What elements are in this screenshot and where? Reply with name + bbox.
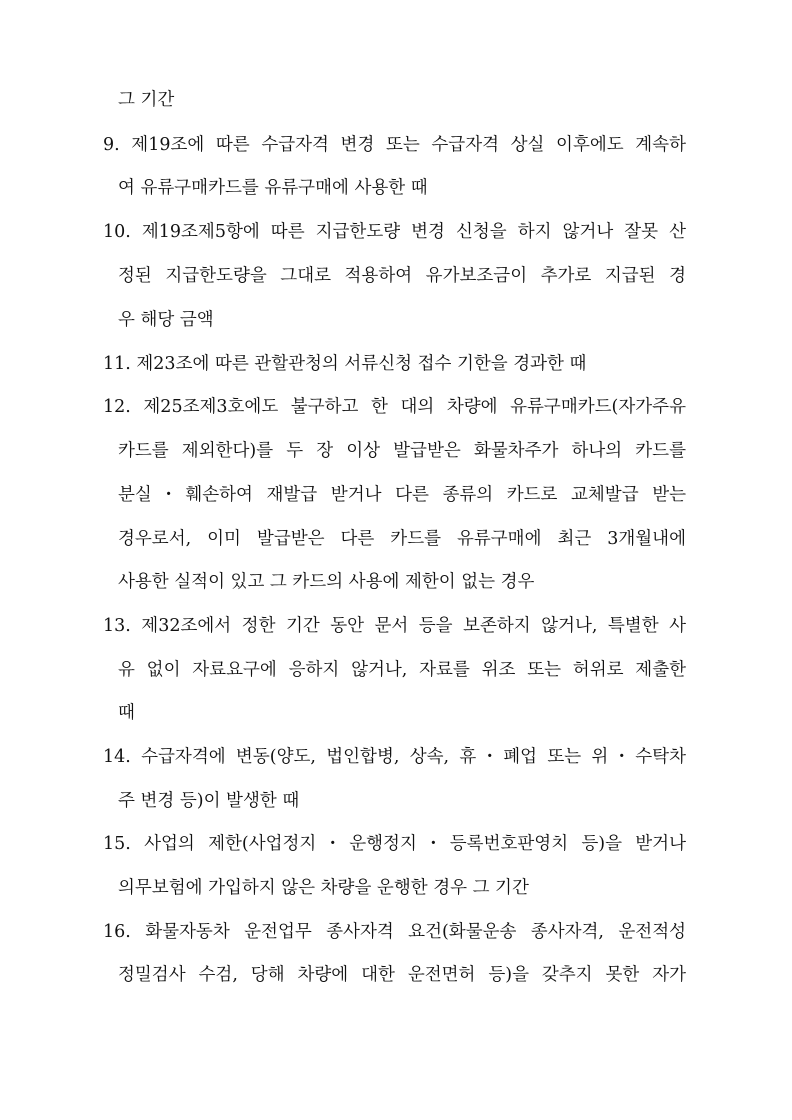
list-item-line: 카드를 제외한다)를 두 장 이상 발급받은 화물차주가 하나의 카드를 [118, 441, 686, 461]
list-item-line: 여 유류구매카드를 유류구매에 사용한 때 [118, 178, 428, 198]
list-item-line: 11. 제23조에 따른 관할관청의 서류신청 접수 기한을 경과한 때 [103, 354, 587, 374]
list-item-line: 경우로서, 이미 발급받은 다른 카드를 유류구매에 최근 3개월내에 [118, 529, 686, 549]
list-item-line: 정밀검사 수검, 당해 차량에 대한 운전면허 등)을 갖추지 못한 자가 [118, 965, 686, 985]
list-item-line: 15. 사업의 제한(사업정지・운행정지・등록번호판영치 등)을 받거나 [103, 834, 686, 854]
list-item-line: 13. 제32조에서 정한 기간 동안 문서 등을 보존하지 않거나, 특별한 사 [103, 616, 686, 636]
list-item-line: 16. 화물자동차 운전업무 종사자격 요건(화물운송 종사자격, 운전적성 [103, 922, 686, 942]
list-item-line: 10. 제19조제5항에 따른 지급한도량 변경 신청을 하지 않거나 잘못 산 [103, 222, 686, 242]
list-item-line: 정된 지급한도량을 그대로 적용하여 유가보조금이 추가로 지급된 경 [118, 266, 686, 286]
list-item-line: 우 해당 금액 [118, 310, 214, 330]
list-item-line: 때 [118, 703, 135, 723]
list-item-line: 의무보험에 가입하지 않은 차량을 운행한 경우 그 기간 [118, 878, 529, 898]
continuation-line: 그 기간 [118, 90, 175, 110]
list-item-line: 주 변경 등)이 발생한 때 [118, 791, 300, 811]
list-item-line: 12. 제25조제3호에도 불구하고 한 대의 차량에 유류구매카드(자가주유 [103, 397, 686, 417]
list-item-line: 9. 제19조에 따른 수급자격 변경 또는 수급자격 상실 이후에도 계속하 [103, 135, 686, 155]
list-item-line: 유 없이 자료요구에 응하지 않거나, 자료를 위조 또는 허위로 제출한 [118, 660, 686, 680]
list-item-line: 14. 수급자격에 변동(양도, 법인합병, 상속, 휴・폐업 또는 위・수탁차 [103, 747, 686, 767]
list-item-line: 사용한 실적이 있고 그 카드의 사용에 제한이 없는 경우 [118, 572, 535, 592]
list-item-line: 분실・훼손하여 재발급 받거나 다른 종류의 카드로 교체발급 받는 [118, 485, 686, 505]
